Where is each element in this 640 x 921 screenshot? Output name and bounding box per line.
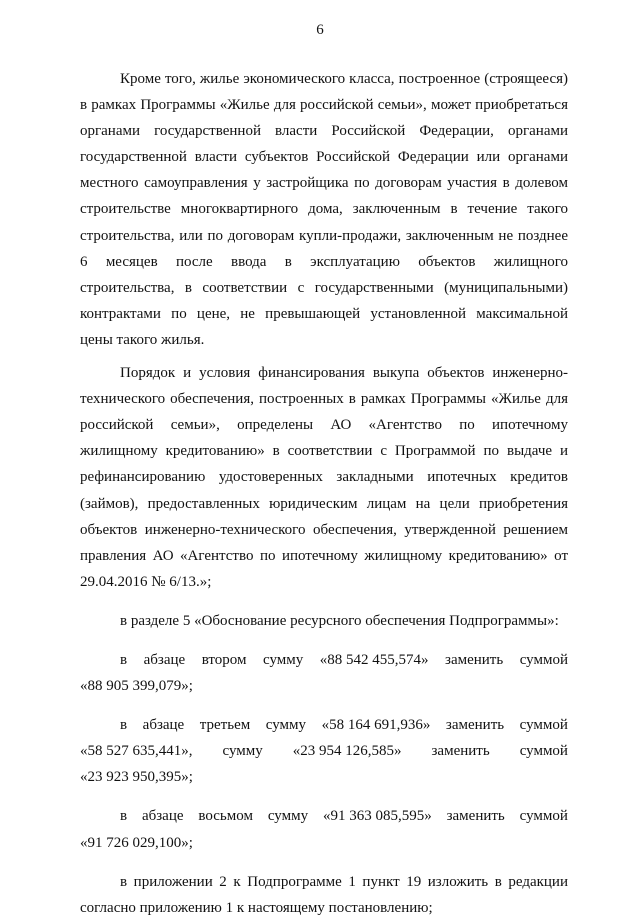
word: восьмом: [198, 808, 253, 825]
amendment-second-paragraph: [80, 647, 568, 699]
word: абзаце: [141, 808, 184, 825]
word: суммой: [519, 743, 568, 760]
word: сумму: [262, 651, 304, 668]
word: в: [120, 717, 128, 734]
text-line: местного самоуправления у застройщика по договорам участия в долевом: [80, 175, 568, 192]
word: заменить: [445, 651, 504, 668]
amendment-third-paragraph: [80, 712, 568, 790]
new-amount: «91 726 029,100»;: [80, 834, 193, 851]
page-number: 6: [316, 22, 324, 38]
word: в: [120, 808, 128, 825]
section-5-intro: [80, 608, 568, 634]
amendment-line: [80, 738, 568, 764]
text-line: органами государственной власти Российской Федерации, органами: [80, 123, 568, 140]
old-amount: «23 954 126,585»: [292, 743, 402, 760]
old-amount: «88 542 455,574»: [319, 651, 429, 668]
word: третьем: [199, 717, 251, 734]
document-body: [80, 66, 568, 921]
word: суммой: [519, 717, 568, 734]
word: заменить: [446, 808, 505, 825]
text-line: цены такого жилья.: [80, 331, 205, 348]
new-amount: «23 923 950,395»;: [80, 769, 193, 786]
word: втором: [201, 651, 247, 668]
appendix-paragraph: [80, 869, 568, 921]
new-amount: «58 527 635,441»,: [80, 743, 193, 760]
text-line: правления АО «Агентство по ипотечному жилищному кредитованию» от: [80, 547, 568, 564]
text-line: в рамках Программы «Жилье для российской семьи», может приобретаться: [80, 97, 568, 114]
text-line: строительстве многоквартирного дома, заключенным в течение такого: [80, 201, 568, 218]
amendment-line: [80, 803, 568, 829]
word: заменить: [445, 717, 505, 734]
text-line: 6 месяцев после ввода в эксплуатацию объектов жилищного: [80, 253, 568, 270]
word: сумму: [222, 743, 263, 760]
word: в: [120, 651, 128, 668]
amendment-line: [80, 647, 568, 673]
old-amount: «58 164 691,936»: [321, 717, 431, 734]
word: суммой: [519, 651, 568, 668]
text-line: (займов), предоставленных юридическим лицам на цели приобретения: [80, 495, 568, 512]
text-line: российской семьи», определены АО «Агентство по ипотечному: [80, 417, 568, 434]
word: абзаце: [142, 717, 185, 734]
word: суммой: [519, 808, 568, 825]
text-line: жилищному кредитованию» в соответствии с Программой по выдаче и: [80, 443, 568, 460]
word: сумму: [265, 717, 307, 734]
text-line: Порядок и условия финансирования выкупа объектов инженерно-: [120, 365, 568, 382]
old-amount: «91 363 085,595»: [322, 808, 432, 825]
paragraph-economy-housing: [80, 66, 568, 353]
text-line: государственной власти субъектов Российской Федерации или органами: [80, 149, 568, 166]
text-line: в разделе 5 «Обоснование ресурсного обеспечения Подпрограммы»:: [120, 612, 559, 629]
text-line: в приложении 2 к Подпрограмме 1 пункт 19 изложить в редакции: [120, 873, 568, 890]
text-line: рефинансированию удостоверенных закладными ипотечных кредитов: [80, 469, 568, 486]
word: сумму: [267, 808, 309, 825]
word: заменить: [431, 743, 490, 760]
text-line: строительства, или по договорам купли-продажи, заключенным не позднее: [80, 227, 568, 244]
text-line: Кроме того, жилье экономического класса, построенное (строящееся): [120, 71, 568, 87]
new-amount: «88 905 399,079»;: [80, 678, 193, 695]
amendment-line: [80, 712, 568, 738]
word: абзаце: [143, 651, 186, 668]
text-line: согласно приложению 1 к настоящему постановлению;: [80, 899, 433, 916]
text-line: объектов инженерно-технического обеспечения, утвержденной решением: [80, 521, 568, 538]
text-line: контрактами по цене, не превышающей установленной максимальной: [80, 305, 568, 322]
text-line: 29.04.2016 № 6/13.»;: [80, 573, 212, 590]
amendment-eighth-paragraph: [80, 803, 568, 855]
paragraph-financing-order: [80, 360, 568, 595]
text-line: строительства, в соответствии с государственными (муниципальными): [80, 279, 568, 296]
text-line: технического обеспечения, построенных в рамках Программы «Жилье для: [80, 391, 568, 408]
